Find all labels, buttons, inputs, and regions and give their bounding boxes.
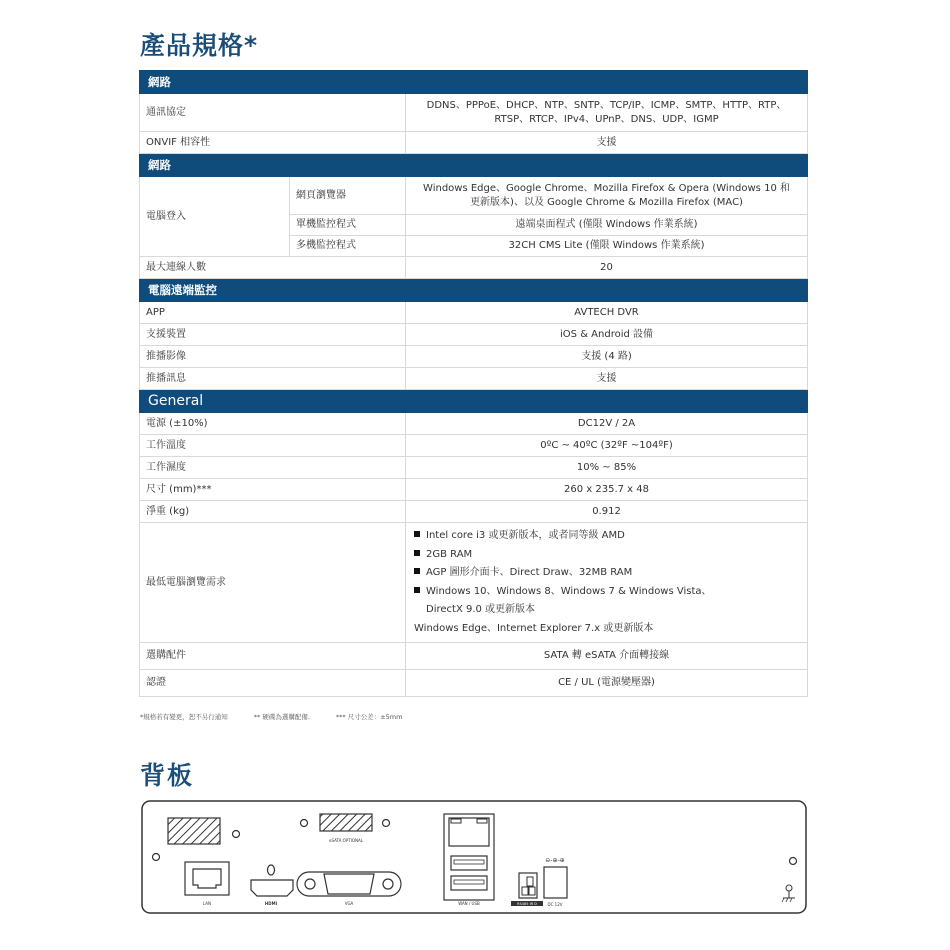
row-value: 遠端桌面程式 (僅限 Windows 作業系統) xyxy=(406,215,808,236)
row-label: 認證 xyxy=(140,670,406,697)
vent-icon xyxy=(168,818,220,844)
sub-label: 網頁瀏覽器 xyxy=(290,177,406,215)
back-panel-title: 背板 xyxy=(140,761,195,790)
table-row xyxy=(140,643,808,670)
row-label: 工作濕度 xyxy=(140,457,406,479)
list-item: 2GB RAM xyxy=(414,546,799,565)
row-value: 0ºC ~ 40ºC (32ºF ~104ºF) xyxy=(406,435,808,457)
footnote: *規格若有變更，恕不另行通知 xyxy=(140,713,228,721)
section-header-general: General xyxy=(140,390,808,413)
row-value: SATA 轉 eSATA 介面轉接線 xyxy=(406,643,808,670)
bullet-icon xyxy=(414,587,420,593)
table-row xyxy=(140,670,808,697)
footnote: ** 硬碟為選購配備. xyxy=(253,713,310,721)
row-label: APP xyxy=(140,302,406,324)
table-row xyxy=(140,94,808,132)
row-label: 通訊協定 xyxy=(140,94,406,132)
table-row xyxy=(140,324,808,346)
row-value: AVTECH DVR xyxy=(406,302,808,324)
table-row xyxy=(140,257,808,279)
table-row xyxy=(140,132,808,154)
row-value: 20 xyxy=(406,257,808,279)
svg-text:LAN: LAN xyxy=(202,901,212,906)
row-label: 推播影像 xyxy=(140,346,406,368)
svg-text:DC 12V: DC 12V xyxy=(547,902,563,907)
back-panel-diagram xyxy=(141,800,809,916)
table-row xyxy=(140,413,808,435)
bullet-icon xyxy=(414,568,420,574)
back-panel-svg xyxy=(141,800,809,916)
list-item: Intel core i3 或更新版本，或者同等級 AMD xyxy=(414,527,799,546)
svg-text:⊖-⊕-⊕: ⊖-⊕-⊕ xyxy=(545,857,565,864)
row-label: ONVIF 相容性 xyxy=(140,132,406,154)
row-value: DC12V / 2A xyxy=(406,413,808,435)
table-row xyxy=(140,346,808,368)
bullet-icon xyxy=(414,550,420,556)
table-row xyxy=(140,523,808,643)
svg-text:RS485 IR D: RS485 IR D xyxy=(517,902,537,906)
page-title: 產品規格* xyxy=(140,31,259,60)
requirements-list xyxy=(406,523,808,643)
svg-text:eSATA OPTIONAL: eSATA OPTIONAL xyxy=(329,838,363,843)
row-label: 尺寸 (mm)*** xyxy=(140,479,406,501)
row-label: 選購配件 xyxy=(140,643,406,670)
row-value: 260 x 235.7 x 48 xyxy=(406,479,808,501)
row-label: 電腦登入 xyxy=(140,177,290,257)
section-header-network-2: 網路 xyxy=(140,154,808,177)
section-header-network: 網路 xyxy=(140,71,808,94)
list-item: AGP 圖形介面卡、Direct Draw、32MB RAM xyxy=(414,564,799,583)
row-value: 32CH CMS Lite (僅限 Windows 作業系統) xyxy=(406,236,808,257)
row-value: 支援 (4 路) xyxy=(406,346,808,368)
table-row xyxy=(140,501,808,523)
bullet-icon xyxy=(414,531,420,537)
row-value: iOS & Android 設備 xyxy=(406,324,808,346)
table-row xyxy=(140,435,808,457)
table-row xyxy=(140,479,808,501)
row-value: 支援 xyxy=(406,132,808,154)
footnote: *** 尺寸公差：±5mm xyxy=(335,713,403,721)
svg-text:VGA: VGA xyxy=(344,901,354,906)
row-value: DDNS、PPPoE、DHCP、NTP、SNTP、TCP/IP、ICMP、SMTP、HTTP、RTP、 RTSP、RTCP、IPv4、UPnP、DNS、UDP、IGMP xyxy=(406,94,808,132)
svg-text:HDMI: HDMI xyxy=(264,901,278,906)
row-label: 工作溫度 xyxy=(140,435,406,457)
row-value: 10% ~ 85% xyxy=(406,457,808,479)
row-label: 最低電腦瀏覽需求 xyxy=(140,523,406,643)
list-footer: Windows Edge、Internet Explorer 7.x 或更新版本 xyxy=(414,622,654,634)
sub-label: 多機監控程式 xyxy=(290,236,406,257)
row-value: 支援 xyxy=(406,368,808,390)
row-label: 最大連線人數 xyxy=(140,257,406,279)
footnotes xyxy=(140,712,402,721)
row-label: 推播訊息 xyxy=(140,368,406,390)
table-row xyxy=(140,302,808,324)
table-row xyxy=(140,457,808,479)
table-row xyxy=(140,177,808,215)
row-value: Windows Edge、Google Chrome、Mozilla Firefox & Opera (Windows 10 和 更新版本)、以及 Google Chrome & Mozilla Firefox (MAC) xyxy=(406,177,808,215)
section-header-remote: 電腦遠端監控 xyxy=(140,279,808,302)
row-label: 淨重 (kg) xyxy=(140,501,406,523)
row-value: CE / UL (電源變壓器) xyxy=(406,670,808,697)
row-label: 電源 (±10%) xyxy=(140,413,406,435)
table-row xyxy=(140,368,808,390)
list-item-continuation: DirectX 9.0 或更新版本 xyxy=(426,604,536,615)
row-label: 支援裝置 xyxy=(140,324,406,346)
list-item: Windows 10、Windows 8、Windows 7 & Windows Vista、 xyxy=(414,583,799,602)
row-value: 0.912 xyxy=(406,501,808,523)
svg-text:WAN / USB: WAN / USB xyxy=(458,901,480,906)
spec-table xyxy=(139,70,808,697)
sub-label: 單機監控程式 xyxy=(290,215,406,236)
